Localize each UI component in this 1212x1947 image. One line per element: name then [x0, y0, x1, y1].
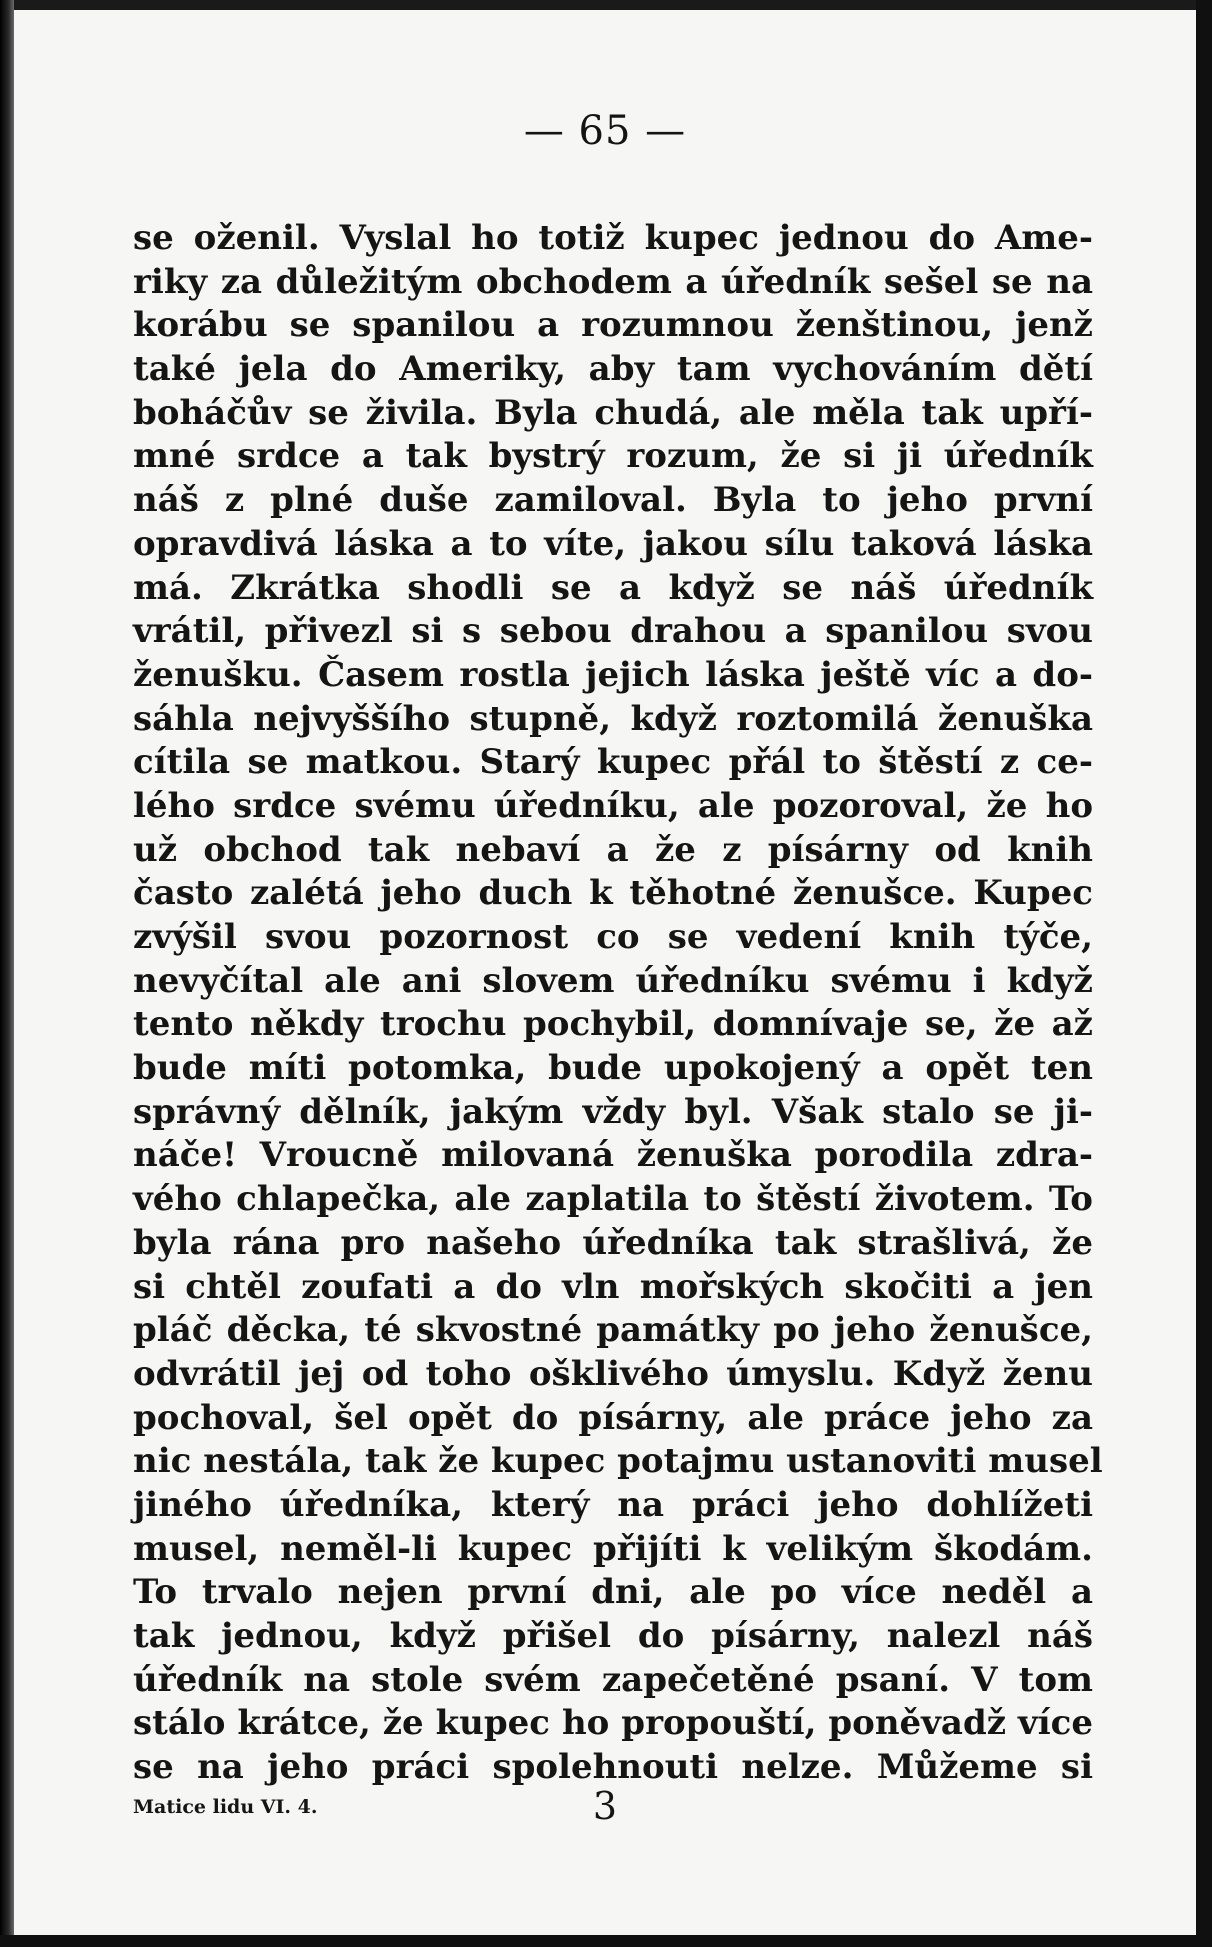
signature-mark: 3 — [592, 1784, 618, 1828]
text-line: zvýšil svou pozornost co se vedení knih týče, — [133, 917, 1093, 957]
text-line: byla rána pro našeho úředníka tak strašlivá, že — [133, 1222, 1093, 1263]
text-line: často zalétá jeho duch k těhotné ženušce. Kupec — [133, 873, 1093, 914]
text-line: stálo krátce, že kupec ho propouští, poněvadž více — [133, 1703, 1093, 1744]
page-edge-bottom — [0, 1935, 1212, 1947]
text-line: pláč děcka, té skvostné památky po jeho ženušce, — [133, 1310, 1093, 1351]
text-line: nevyčítal ale ani slovem úředníku svému i když — [133, 960, 1093, 1001]
text-line: náče! Vroucně milovaná ženuška porodila zdra- — [133, 1135, 1093, 1176]
text-line: tento někdy trochu pochybil, domnívaje se, že až — [133, 1004, 1093, 1045]
page-edge-right — [1196, 0, 1212, 1947]
book-page — [14, 10, 1196, 1935]
text-line: se na jeho práci spolehnouti nelze. Můžeme si — [133, 1747, 1093, 1788]
text-line: tak jednou, když přišel do písárny, nalezl náš — [133, 1616, 1093, 1656]
text-line: cítila se matkou. Starý kupec přál to štěstí z ce- — [133, 742, 1093, 783]
text-line: mné srdce a tak bystrý rozum, že si ji úředník — [133, 436, 1093, 477]
text-line: už obchod tak nebaví a že z písárny od knih — [133, 829, 1093, 870]
text-line: pochoval, šel opět do písárny, ale práce jeho za — [133, 1397, 1093, 1438]
text-line: lého srdce svému úředníku, ale pozoroval, že ho — [133, 785, 1093, 826]
text-line: náš z plné duše zamiloval. Byla to jeho první — [133, 480, 1093, 521]
text-line: korábu se spanilou a rozumnou ženštinou, jenž — [133, 305, 1093, 346]
text-line: vrátil, přivezl si s sebou drahou a spanilou svou — [133, 611, 1093, 652]
footer-series-label: Matice lidu VI. 4. — [133, 1796, 318, 1818]
text-line: bude míti potomka, bude upokojený a opět ten — [133, 1048, 1093, 1089]
text-line: úředník na stole svém zapečetěné psaní. V tom — [133, 1659, 1093, 1700]
text-line: To trvalo nejen první dni, ale po více neděl a — [133, 1572, 1093, 1613]
text-line: správný dělník, jakým vždy byl. Však stalo se ji- — [133, 1091, 1093, 1132]
text-line: riky za důležitým obchodem a úředník sešel se na — [133, 261, 1093, 302]
text-line: se oženil. Vyslal ho totiž kupec jednou do Ame- — [133, 218, 1093, 258]
text-line: si chtěl zoufati a do vln mořských skočiti a jen — [133, 1266, 1093, 1307]
book-spine-shadow — [0, 0, 14, 1947]
text-line: sáhla nejvyššího stupně, když roztomilá ženuška — [133, 698, 1093, 739]
text-line: musel, neměl-li kupec přijíti k velikým škodám. — [133, 1528, 1093, 1569]
text-line: nic nestála, tak že kupec potajmu ustanoviti musel — [133, 1441, 1103, 1482]
text-line: jiného úředníka, který na práci jeho dohlížeti — [133, 1484, 1093, 1525]
text-line: vého chlapečka, ale zaplatila to štěstí životem. To — [133, 1179, 1093, 1220]
text-line: také jela do Ameriky, aby tam vychováním dětí — [133, 349, 1093, 390]
body-text — [133, 217, 1103, 1790]
text-line: odvrátil jej od toho ošklivého úmyslu. Když ženu — [133, 1353, 1093, 1394]
page-number: — 65 — — [523, 108, 687, 154]
text-line: má. Zkrátka shodli se a když se náš úředník — [133, 567, 1093, 608]
text-line: ženušku. Časem rostla jejich láska ještě víc a do- — [133, 654, 1093, 695]
text-line: opravdivá láska a to víte, jakou sílu taková láska — [133, 523, 1093, 564]
text-line: boháčův se živila. Byla chudá, ale měla tak upří- — [133, 392, 1093, 433]
